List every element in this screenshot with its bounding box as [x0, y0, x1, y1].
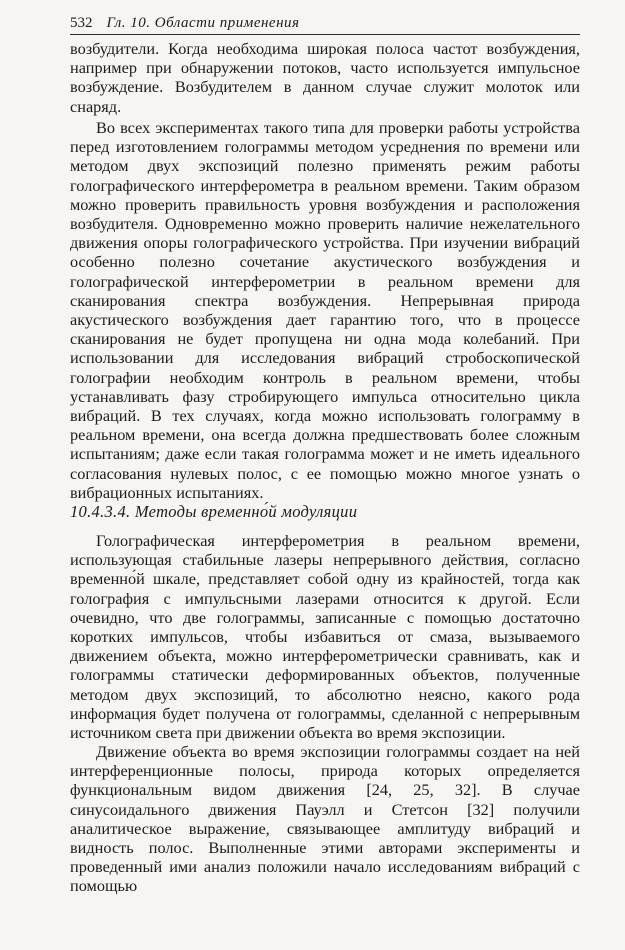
paragraph-continuation [70, 39, 580, 116]
paragraph-realtime-checks [70, 118, 580, 502]
page-number: 532 [70, 15, 93, 31]
paragraph-text: Движение объекта во время экспозиции голограммы создает на ней интерференционные полосы, природа которых определяется функциональным видом движения [24, 25, 32]. В случае синусоидального движения Пауэлл и Стетсон [32] получили аналитическое выражение, связывающее амплитуду вибраций и видность полос. Выполненные этими авторами эксперименты и проведенный ими анализ положили начало исследованиям вибраций с помощью [70, 742, 580, 896]
chapter-title: Гл. 10. Области применения [106, 15, 300, 31]
section-heading: 10.4.3.4. Методы временно́й модуляции [70, 502, 358, 521]
paragraph-time-modulation [70, 531, 580, 742]
paragraph-text: Голографическая интерферометрия в реальном времени, использующая стабильные лазеры непрерывного действия, согласно временно́й шкале, представляет собой одну из крайностей, тогда как голография с импульсными лазерами относится к другой. Если очевидно, что две голограммы, записанные с помощью достаточно коротких импульсов, чтобы избавиться от смаза, вызываемого движением объекта, можно интерферометрически сравнивать, как и голограммы статически деформированных объектов, полученные методом двух экспозиций, то абсолютно неясно, какого рода информация будет получена от голограммы, сделанной с непрерывным источником света при движении объекта во время экспозиции. [70, 531, 580, 743]
paragraph-object-motion [70, 742, 580, 896]
paragraph-text: возбудители. Когда необходима широкая полоса частот возбуждения, например при обнаружении потоков, часто используется импульсное возбуждение. Возбудителем в данном случае служит молоток или снаряд. [70, 39, 580, 116]
running-header [70, 14, 580, 35]
paragraph-text: Во всех экспериментах такого типа для проверки работы устройства перед изготовлением голограммы методом усреднения по времени или методом двух экспозиций полезно применять режим работы голографического интерферометра в реальном времени. Таким образом можно проверить правильность уровня возбуждения и расположения возбудителя. Одновременно можно проверить наличие нежелательного движения опоры голографического устройства. При изучении вибраций особенно полезно сочетание акустического возбуждения и голографической интерферометрии в реальном времени для сканирования спектра возбуждения. Непрерывная природа акустического возбуждения дает гарантию того, что в процессе сканирования не будет пропущена ни одна мода колебаний. При использовании для исследования вибраций стробоскопической голографии необходим контроль в реальном времени, чтобы устанавливать фазу стробирующего импульса относительно цикла вибраций. В тех случаях, когда можно использовать голограмму в реальном времени, она всегда должна предшествовать более сложным испытаниям; даже если такая голограмма может и не иметь идеального согласования нулевых полос, с ее помощью можно многое узнать о вибрационных испытаниях. [70, 118, 580, 502]
